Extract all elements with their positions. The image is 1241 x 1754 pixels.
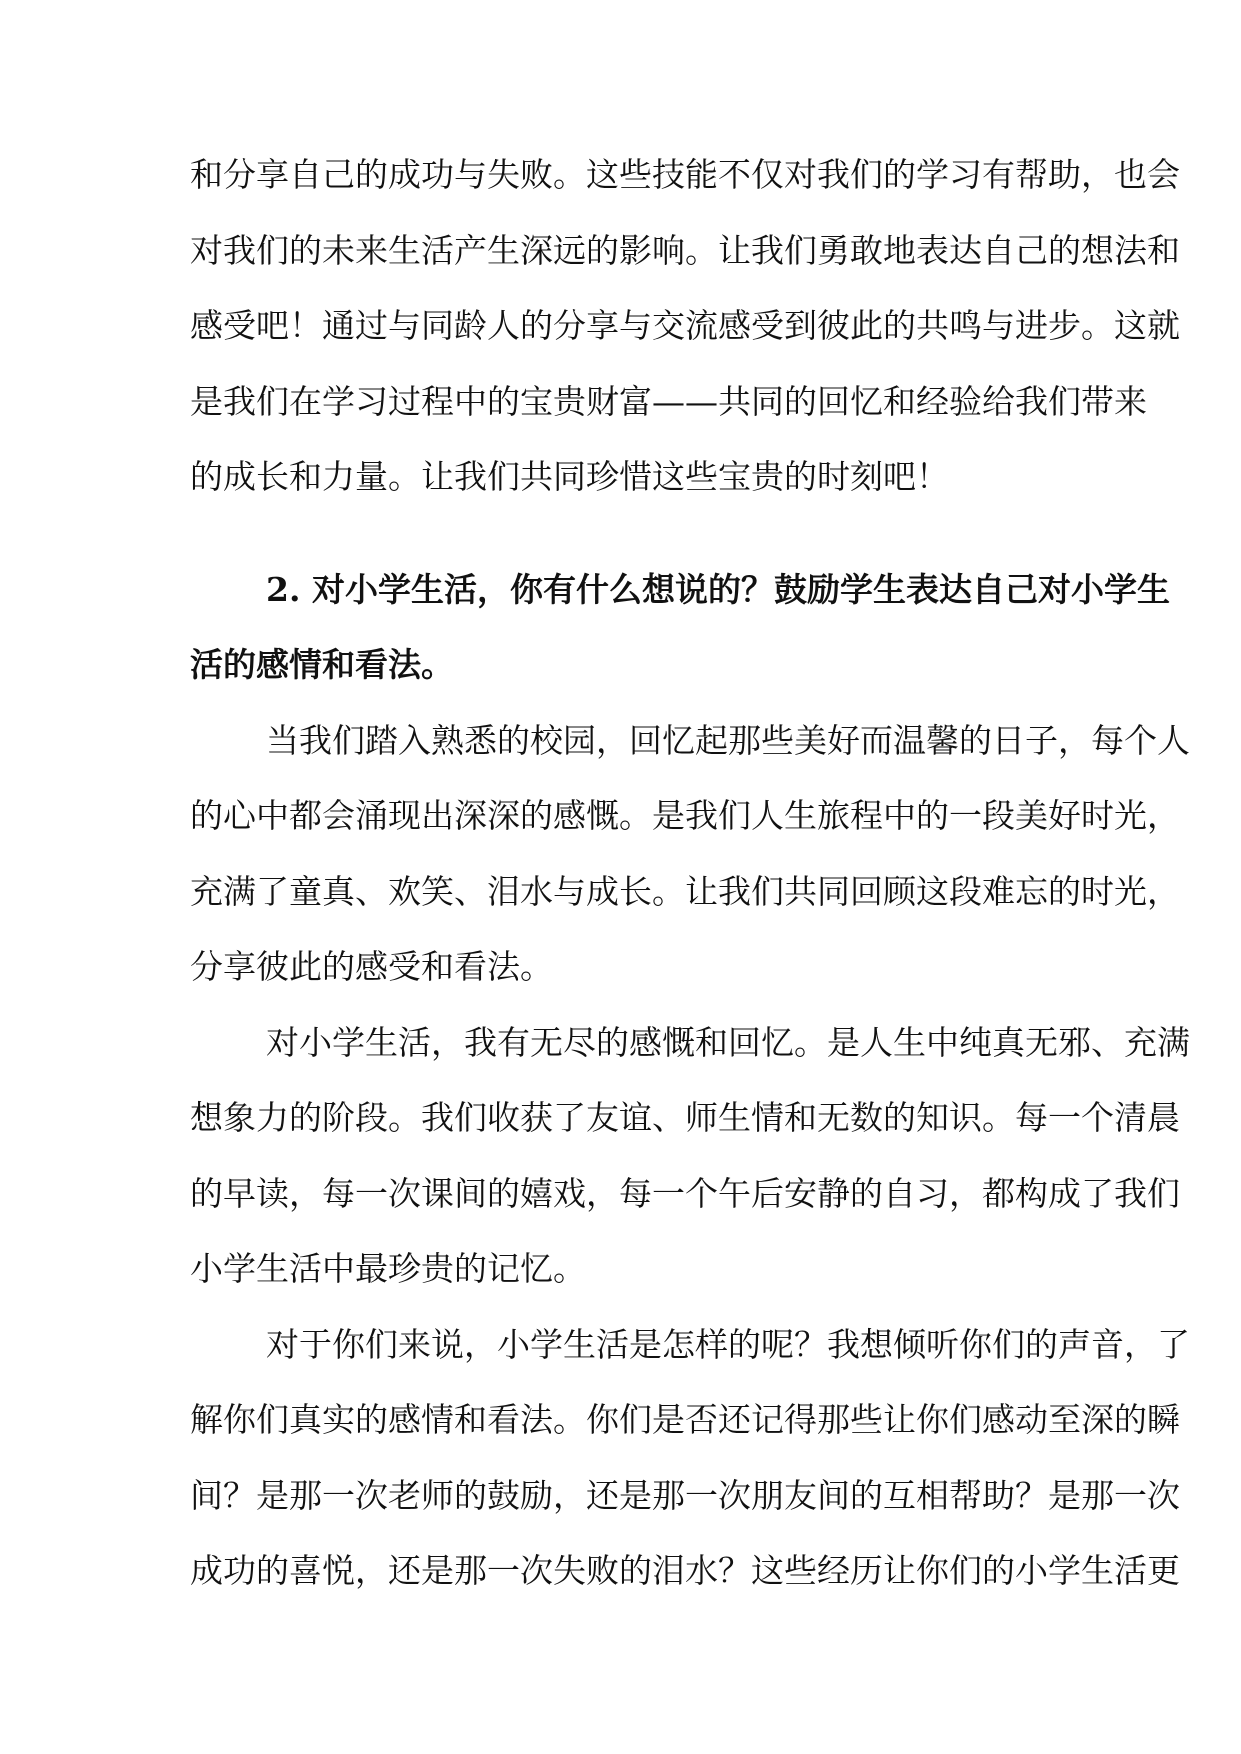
text-line: 想象力的阶段。我们收获了友谊、师生情和无数的知识。每一个清晨 [190,1098,1180,1137]
section-heading [190,552,1170,703]
text-line: 和分享自己的成功与失败。这些技能不仅对我们的学习有帮助，也会 [190,155,1180,194]
heading-line: 2. 对小学生活，你有什么想说的？鼓励学生表达自己对小学生 [266,569,1170,609]
text-line: 感受吧！通过与同龄人的分享与交流感受到彼此的共鸣与进步。这就 [190,306,1180,345]
heading-line: 活的感情和看法。 [190,645,454,684]
text-line: 间？是那一次老师的鼓励，还是那一次朋友间的互相帮助？是那一次 [190,1475,1180,1515]
text-line: 对小学生活，我有无尽的感慨和回忆。是人生中纯真无邪、充满 [266,1022,1190,1062]
text-line: 当我们踏入熟悉的校园，回忆起那些美好而温馨的日子，每个人 [266,720,1190,760]
paragraph-primary-school-life [190,1005,1190,1307]
paragraph-your-voices [190,1307,1190,1609]
text-line: 的成长和力量。让我们共同珍惜这些宝贵的时刻吧！ [190,457,949,496]
text-line: 解你们真实的感情和看法。你们是否还记得那些让你们感动至深的瞬 [190,1400,1180,1439]
text-line: 的心中都会涌现出深深的感慨。是我们人生旅程中的一段美好时光， [190,796,1180,835]
text-line: 是我们在学习过程中的宝贵财富——共同的回忆和经验给我们带来 [190,381,1147,421]
text-line: 的早读，每一次课间的嬉戏，每一个午后安静的自习，都构成了我们 [190,1173,1180,1213]
text-line: 成功的喜悦，还是那一次失败的泪水？这些经历让你们的小学生活更 [190,1551,1180,1590]
text-line: 分享彼此的感受和看法。 [190,947,553,986]
paragraph-closing [190,137,1180,515]
text-line: 小学生活中最珍贵的记忆。 [190,1249,586,1288]
document-page [190,137,1190,1609]
text-line: 充满了童真、欢笑、泪水与成长。让我们共同回顾这段难忘的时光， [190,871,1180,911]
text-line: 对于你们来说，小学生活是怎样的呢？我想倾听你们的声音，了 [266,1324,1190,1364]
paragraph-campus-memories [190,703,1190,1005]
text-line: 对我们的未来生活产生深远的影响。让我们勇敢地表达自己的想法和 [190,230,1180,270]
